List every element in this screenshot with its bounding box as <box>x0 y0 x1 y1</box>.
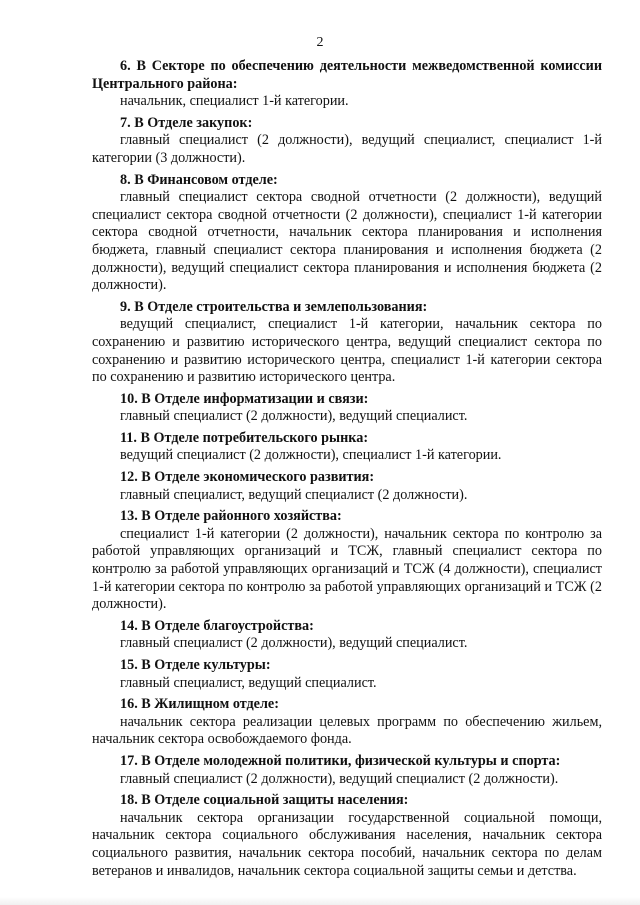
section-17 <box>92 753 602 788</box>
section-text: главный специалист, ведущий специалист (2 должности). <box>120 486 468 503</box>
section-text: главный специалист (2 должности), ведущий специалист. <box>120 408 468 425</box>
section-heading: 14. В Отделе благоустройства: <box>120 617 314 634</box>
section-text: главный специалист (2 должности), ведущий специалист (2 должности). <box>120 770 559 787</box>
section-9 <box>92 299 602 387</box>
section-heading: 13. В Отделе районного хозяйства: <box>120 508 342 525</box>
scan-bottom-edge <box>0 897 640 905</box>
section-6 <box>92 58 602 111</box>
section-heading: 9. В Отделе строительства и землепользования: <box>120 298 428 315</box>
section-18 <box>92 792 602 880</box>
section-text: начальник, специалист 1-й категории. <box>120 93 349 110</box>
section-text: ведущий специалист (2 должности), специалист 1-й категории. <box>120 447 502 464</box>
section-12 <box>92 469 602 504</box>
section-7 <box>92 115 602 168</box>
section-10 <box>92 391 602 426</box>
section-heading: 6. В Секторе по обеспечению деятельности межведомственной комиссии Центрального района: <box>92 58 602 92</box>
section-15 <box>92 657 602 692</box>
section-text: главный специалист (2 должности), ведущий специалист. <box>120 635 468 652</box>
section-heading: 12. В Отделе экономического развития: <box>120 469 375 486</box>
section-text: начальник сектора реализации целевых программ по обеспечению жильем, начальник сектора освобождаемого фонда. <box>92 713 602 748</box>
section-heading: 16. В Жилищном отделе: <box>120 696 279 713</box>
section-text: специалист 1-й категории (2 должности), начальник сектора по контролю за работой управляющих организаций и ТСЖ, главный специалист сектора по контролю за работой управляющих организаций и ТСЖ (4 должности), специалист 1-й категории сектора по контролю за работой управляющих организаций и ТСЖ (2 должности). <box>92 525 602 613</box>
section-13 <box>92 508 602 614</box>
section-8 <box>92 172 602 295</box>
section-heading: 7. В Отделе закупок: <box>120 114 253 131</box>
section-heading: 17. В Отделе молодежной политики, физической культуры и спорта: <box>120 752 561 769</box>
section-16 <box>92 696 602 749</box>
section-text: ведущий специалист, специалист 1-й категории, начальник сектора по сохранению и развитию исторического центра, ведущий специалист сектора по сохранению и развитию исторического центра, специалист 1-й категории сектора по сохранению и развитию исторического центра. <box>92 316 602 386</box>
section-text: главный специалист (2 должности), ведущий специалист, специалист 1-й категории (3 должности). <box>92 132 602 166</box>
section-11 <box>92 430 602 465</box>
section-heading: 18. В Отделе социальной защиты населения: <box>120 792 409 809</box>
section-text: главный специалист сектора сводной отчетности (2 должности), ведущий специалист сектора сводной отчетности (2 должности), специалист 1-й категории сектора сводной отчетности, начальник сектора планирования и исполнения бюджета, главный специалист сектора планирования и исполнения бюджета (2 должности), ведущий специалист сектора планирования и исполнения бюджета (2 должности). <box>92 189 602 294</box>
section-heading: 15. В Отделе культуры: <box>120 657 271 673</box>
section-text: начальник сектора организации государственной социальной помощи, начальник сектора социального обслуживания населения, начальник сектора социального развития, начальник сектора пособий, начальник сектора по делам ветеранов и инвалидов, начальник сектора социальной защиты семьи и детства. <box>92 809 602 879</box>
section-14 <box>92 618 602 653</box>
section-heading: 10. В Отделе информатизации и связи: <box>120 390 369 407</box>
page-number: 2 <box>316 35 324 50</box>
section-heading: 8. В Финансовом отделе: <box>120 171 278 188</box>
section-heading: 11. В Отделе потребительского рынка: <box>120 429 369 446</box>
document-body <box>92 58 602 884</box>
section-text: главный специалист, ведущий специалист. <box>120 674 377 691</box>
